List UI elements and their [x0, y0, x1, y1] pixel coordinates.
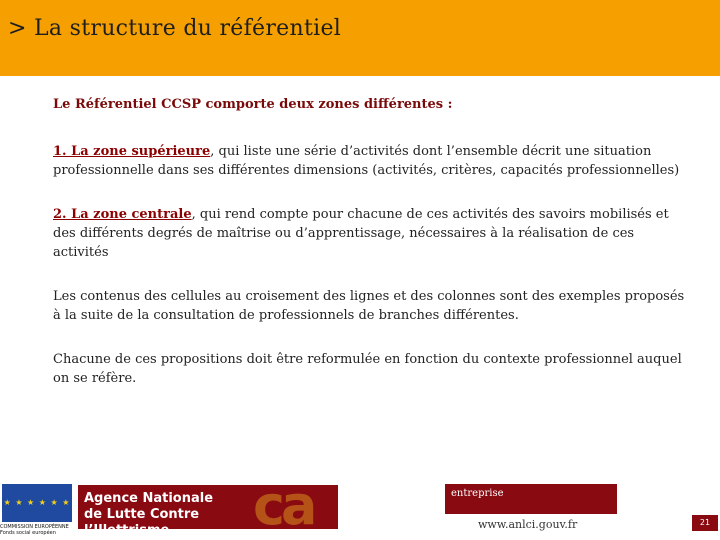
intro-text: Le Référentiel CCSP comporte deux zones différentes :	[53, 97, 453, 112]
zone-superieure-label: 1. La zone supérieure	[53, 144, 211, 159]
anlci-logo	[78, 474, 338, 538]
anlci-name	[84, 491, 264, 539]
eu-logo	[0, 484, 74, 540]
eu-caption: COMMISSION EUROPÉENNE Fonds social européen	[0, 524, 69, 536]
entreprise-label: entreprise	[451, 488, 504, 499]
paragraph-contenus: Les contenus des cellules au croisement des lignes et des colonnes sont des exemples proposés à la suite de la consultation de professionnels de branches différentes.	[53, 289, 685, 323]
zone-centrale-label: 2. La zone centrale	[53, 207, 192, 222]
anlci-graphic-icon: ca	[253, 474, 314, 537]
zone-centrale-text: , qui rend compte pour chacune de ces activités des savoirs mobilisés et des différents degrés de maîtrise ou d’apprentissage, nécessaires à la réalisation de ces activités	[53, 207, 669, 260]
paragraph-propositions: Chacune de ces propositions doit être reformulée en fonction du contexte professionnel auquel on se réfère.	[53, 352, 682, 386]
page-title: > La structure du référentiel	[8, 16, 342, 41]
entreprise-box	[445, 484, 617, 514]
main-content	[53, 95, 693, 413]
anlci-line-2: de Lutte Contre l’Illettrisme	[84, 507, 200, 538]
zone-superieure-text: , qui liste une série d’activités dont l’ensemble décrit une situation professionnelle dans ses différentes dimensions (activités, critères, capacités professionnelles)	[53, 144, 680, 178]
paragraph-zone-superieure	[53, 142, 693, 180]
website-link[interactable]: www.anlci.gouv.fr	[478, 518, 578, 531]
paragraph-zone-centrale	[53, 205, 693, 262]
eu-flag-icon: ★ ★ ★ ★ ★ ★	[2, 484, 72, 522]
page-number: 21	[692, 515, 718, 531]
header-bar	[0, 0, 720, 76]
anlci-line-1: Agence Nationale	[84, 491, 214, 506]
